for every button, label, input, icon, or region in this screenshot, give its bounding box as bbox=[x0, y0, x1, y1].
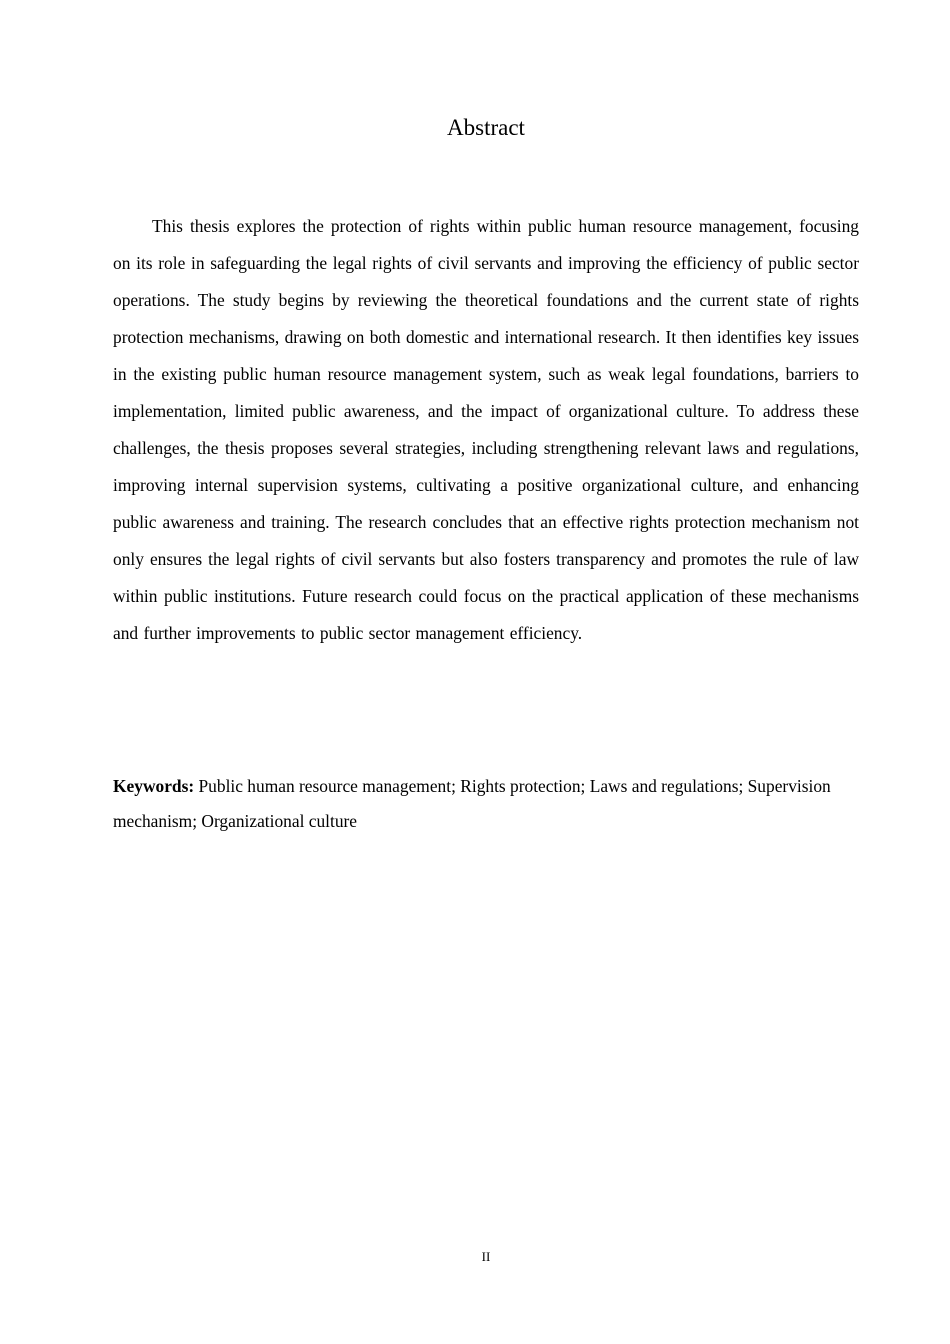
keywords-label: Keywords: bbox=[113, 776, 195, 796]
keywords-text: Public human resource management; Rights protection; Laws and regulations; Supervision mechanism; Organizational culture bbox=[113, 776, 831, 831]
page-number: II bbox=[481, 1249, 491, 1264]
abstract-body: This thesis explores the protection of rights within public human resource management, focusing on its role in safeguarding the legal rights of civil servants and improving the efficiency of public sector operations. The study begins by reviewing the theoretical foundations and the current state of rights protection mechanisms, drawing on both domestic and international research. It then identifies key issues in the existing public human resource management system, such as weak legal foundations, barriers to implementation, limited public awareness, and the impact of organizational culture. To address these challenges, the thesis proposes several strategies, including strengthening relevant laws and regulations, improving internal supervision systems, cultivating a positive organizational culture, and enhancing public awareness and training. The research concludes that an effective rights protection mechanism not only ensures the legal rights of civil servants but also fosters transparency and promotes the rule of law within public institutions. Future research could focus on the practical application of these mechanisms and further improvements to public sector management efficiency. bbox=[113, 216, 859, 643]
keywords-paragraph bbox=[113, 769, 833, 839]
abstract-title: Abstract bbox=[447, 115, 525, 140]
